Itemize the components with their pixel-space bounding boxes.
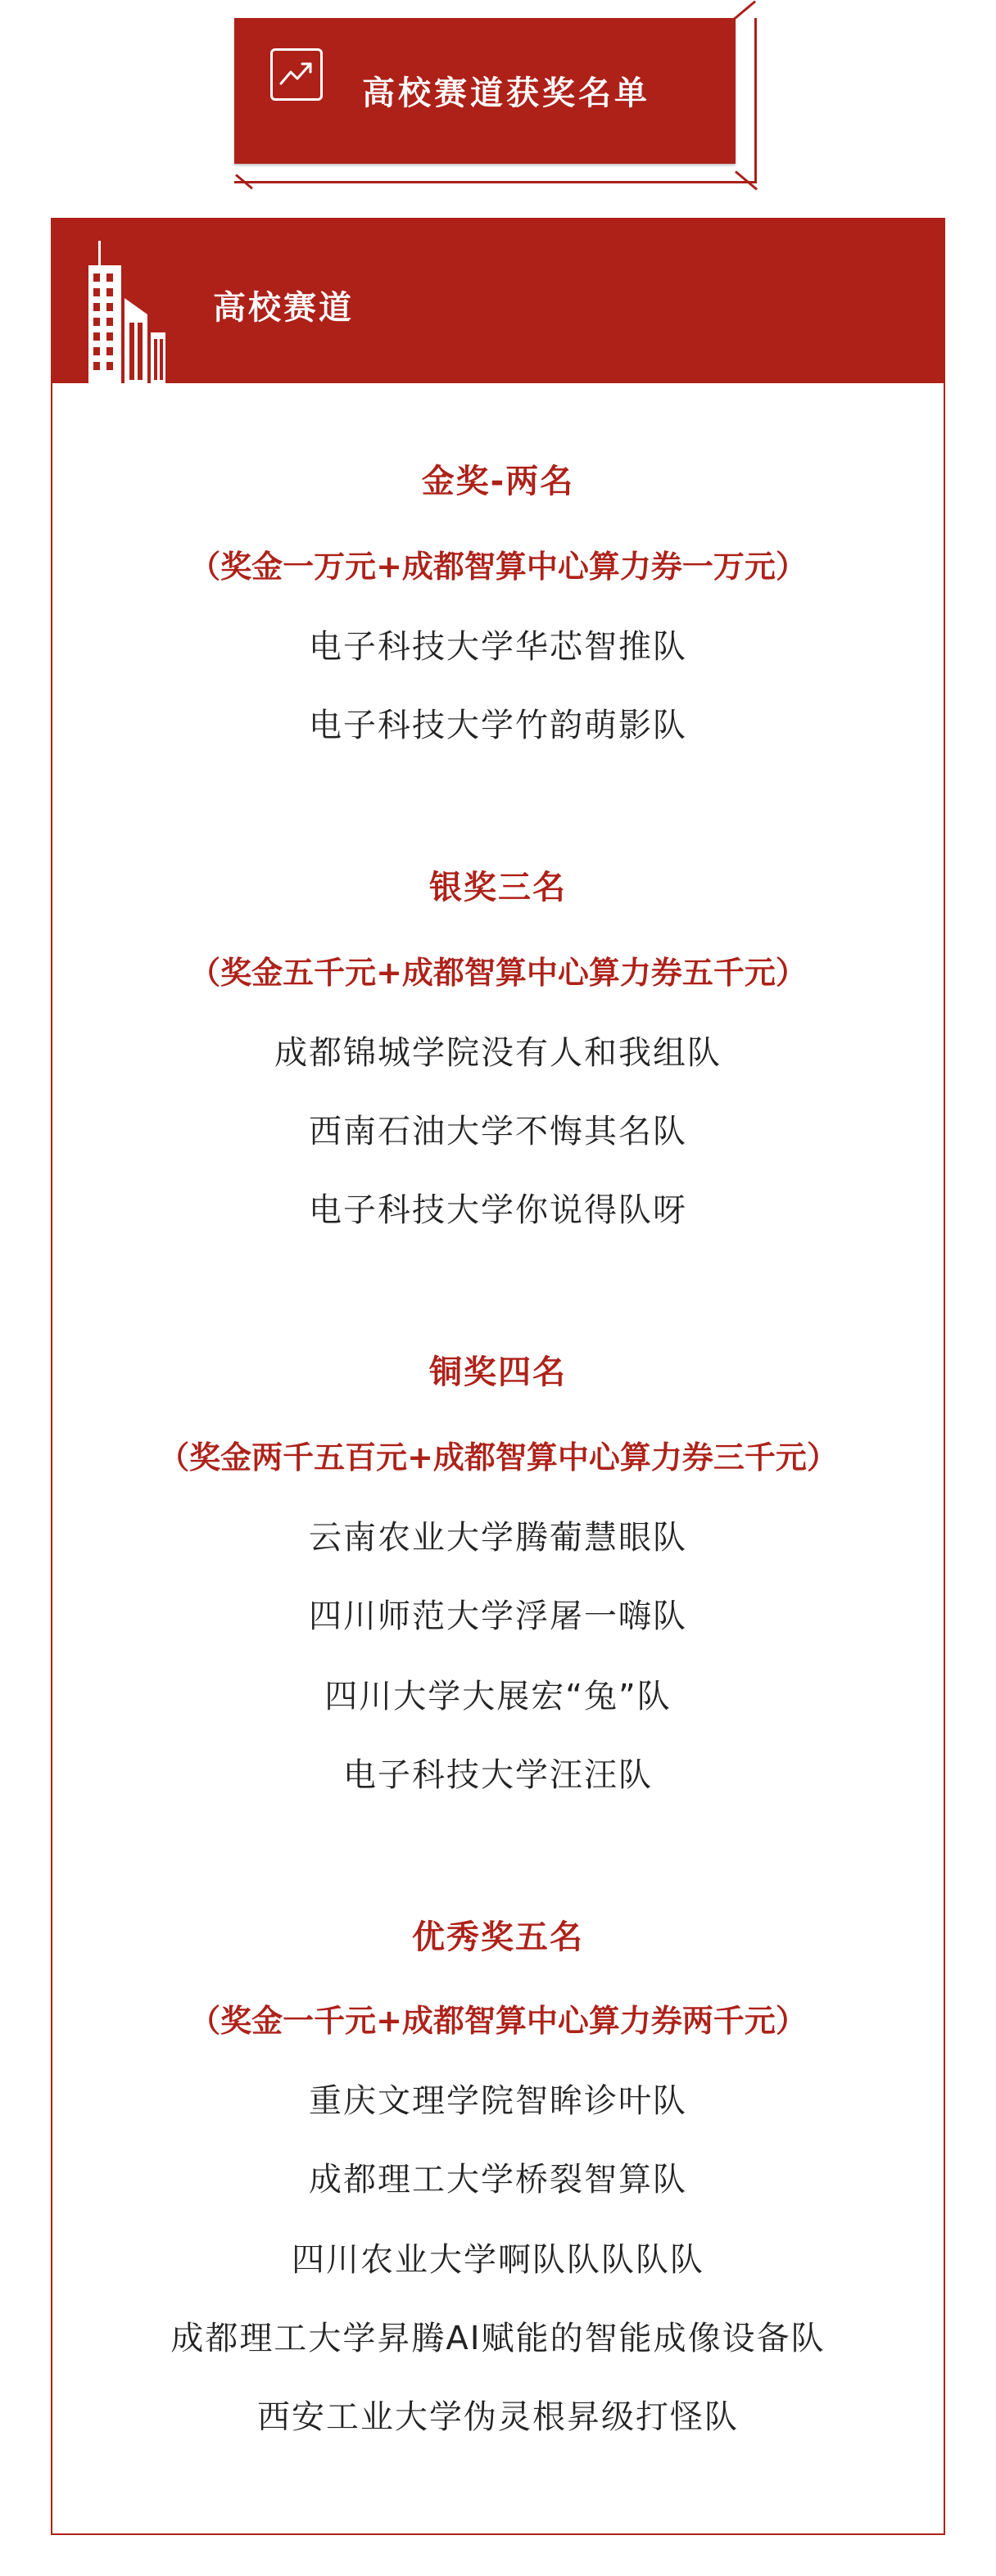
banner-title: 高校赛道获奖名单: [362, 75, 650, 112]
award-prize-excellence: （奖金一千元+成都智算中心算力券两千元）: [189, 2003, 807, 2039]
team-item: 重庆文理学院智眸诊叶队: [309, 2082, 687, 2120]
team-item: 成都理工大学桥裂智算队: [309, 2161, 687, 2199]
team-item: 电子科技大学华芯智推队: [309, 628, 687, 666]
team-item: 四川大学大展宏“兔”队: [324, 1678, 672, 1715]
team-item: 西安工业大学伪灵根昇级打怪队: [257, 2398, 739, 2436]
team-item: 电子科技大学竹韵萌影队: [309, 707, 687, 744]
award-title-excellence: 优秀奖五名: [412, 1918, 584, 1956]
award-title-silver: 银奖三名: [429, 869, 567, 906]
team-item: 成都锦城学院没有人和我组队: [274, 1034, 722, 1072]
banner-box: [234, 18, 736, 164]
award-title-gold: 金奖-两名: [421, 463, 575, 500]
team-item: 四川农业大学啊队队队队队: [292, 2241, 704, 2279]
team-item: 云南农业大学腾葡慧眼队: [309, 1519, 687, 1557]
team-item: 电子科技大学汪汪队: [343, 1756, 653, 1794]
team-item: 成都理工大学昇腾AI赋能的智能成像设备队: [170, 2320, 826, 2357]
award-prize-gold: （奖金一万元+成都智算中心算力券一万元）: [189, 549, 807, 585]
title-banner: [234, 18, 767, 193]
award-title-bronze: 铜奖四名: [429, 1354, 567, 1391]
card-header-title: 高校赛道: [213, 289, 354, 327]
team-item: 电子科技大学你说得队呀: [309, 1191, 687, 1229]
award-card: [51, 218, 945, 2535]
award-prize-silver: （奖金五千元+成都智算中心算力券五千元）: [189, 955, 807, 991]
award-prize-bronze: （奖金两千五百元+成都智算中心算力券三千元）: [158, 1439, 838, 1476]
card-header: [52, 219, 944, 383]
city-buildings-icon: [85, 241, 167, 383]
banner-corner-line: [733, 0, 756, 20]
team-item: 四川师范大学浮屠一嗨队: [309, 1598, 687, 1635]
trend-chart-icon: [270, 48, 323, 101]
team-item: 西南石油大学不悔其名队: [309, 1113, 687, 1150]
